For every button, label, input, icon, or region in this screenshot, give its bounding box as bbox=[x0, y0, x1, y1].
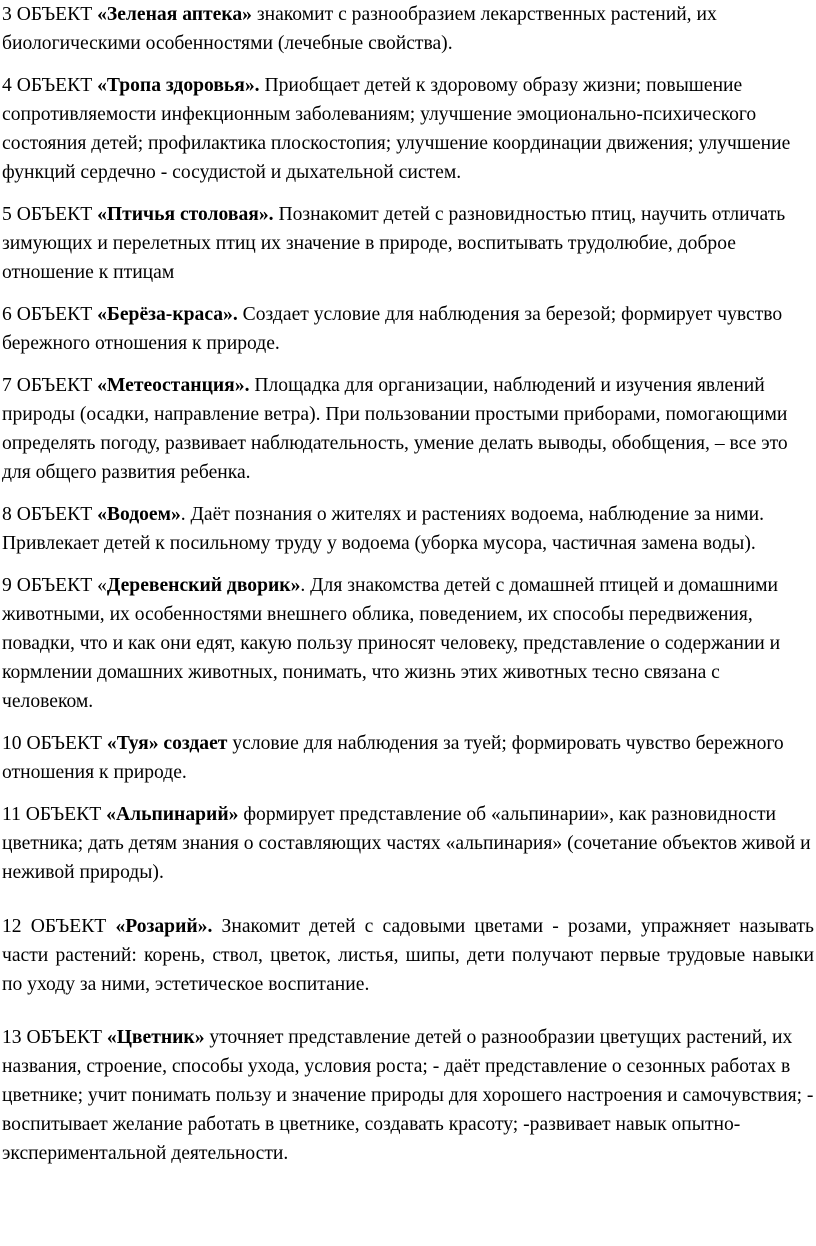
paragraph-object-10 bbox=[2, 729, 814, 787]
object-description: . Даёт познания о жителях и растениях водоема, наблюдение за ними. Привлекает детей к посильному труду у водоема (уборка мусора, частичная замена воды). bbox=[2, 504, 765, 554]
object-description: Площадка для организации, наблюдений и изучения явлений природы (осадки, направление ветра). При пользовании простыми приборами, помогающими определять погоду, развивает наблюдательность, умение делать выводы, обобщения, – все это для общего развития ребенка. bbox=[2, 375, 788, 483]
object-number: 9 ОБЪЕКТ « bbox=[2, 575, 107, 596]
object-number: 6 ОБЪЕКТ bbox=[2, 304, 98, 325]
object-description: Знакомит детей с садовыми цветами - розами, упражняет называть части растений: корень, ствол, цветок, листья, шипы, дети получают первые трудовые навыки по уходу за ними, эстетическое воспитание. bbox=[2, 916, 814, 995]
object-name: «Туя» создает bbox=[106, 733, 228, 754]
object-name: «Цветник» bbox=[106, 1027, 205, 1048]
paragraph-object-5 bbox=[2, 200, 814, 287]
object-name: «Водоем» bbox=[97, 504, 181, 525]
object-number: 3 ОБЪЕКТ bbox=[2, 4, 98, 25]
paragraph-object-11 bbox=[2, 800, 814, 887]
object-description: . Для знакомства детей с домашней птицей и домашними животными, их особенностями внешнего облика, поведением, их способы передвижения, повадки, что и как они едят, какую пользу приносят человеку, представление о содержании и кормлении домашних животных, понимать, что жизнь этих животных тесно связана с человеком. bbox=[2, 575, 781, 712]
paragraph-object-4 bbox=[2, 71, 814, 187]
object-description: Познакомит детей с разновидностью птиц, научить отличать зимующих и перелетных птиц их значение в природе, воспитывать трудолюбие, доброе отношение к птицам bbox=[2, 204, 786, 283]
object-name: «Альпинарий» bbox=[106, 804, 239, 825]
object-number: 10 ОБЪЕКТ bbox=[2, 733, 107, 754]
paragraph-object-8 bbox=[2, 500, 814, 558]
object-number: 13 ОБЪЕКТ bbox=[2, 1027, 107, 1048]
object-name: «Птичья столовая». bbox=[97, 204, 274, 225]
paragraph-object-9 bbox=[2, 571, 814, 716]
object-description: Создает условие для наблюдения за березой; формирует чувство бережного отношения к природе. bbox=[2, 304, 783, 354]
object-description: знакомит с разнообразием лекарственных растений, их биологическими особенностями (лечебные свойства). bbox=[2, 4, 717, 54]
object-description: уточняет представление детей о разнообразии цветущих растений, их названия, строение, способы ухода, условия роста; - даёт представление о сезонных работах в цветнике; учит понимать пользу и значение природы для хорошего настроения и самочувствия; - воспитывает желание работать в цветнике, создавать красоту; -развивает навык опытно-экспериментальной деятельности. bbox=[2, 1027, 814, 1164]
paragraph-object-12 bbox=[2, 912, 814, 999]
object-description: Приобщает детей к здоровому образу жизни; повышение сопротивляемости инфекционным заболеваниям; улучшение эмоционально-психического состояния детей; профилактика плоскостопия; улучшение координации движения; улучшение функций сердечно - сосудистой и дыхательной систем. bbox=[2, 75, 791, 183]
object-name: «Метеостанция». bbox=[97, 375, 250, 396]
object-name: «Розарий». bbox=[115, 916, 213, 937]
paragraph-object-13 bbox=[2, 1023, 814, 1168]
object-name: «Тропа здоровья». bbox=[97, 75, 260, 96]
object-name: «Берёза-краса». bbox=[97, 304, 238, 325]
paragraph-object-6 bbox=[2, 300, 814, 358]
object-number: 5 ОБЪЕКТ bbox=[2, 204, 98, 225]
object-description: формирует представление об «альпинарии», как разновидности цветника; дать детям знания о составляющих частях «альпинария» (сочетание объектов живой и неживой природы). bbox=[2, 804, 811, 883]
object-name: «Зеленая аптека» bbox=[97, 4, 252, 25]
object-number: 12 ОБЪЕКТ bbox=[2, 916, 116, 937]
object-name: Деревенский дворик» bbox=[106, 575, 301, 596]
object-number: 7 ОБЪЕКТ bbox=[2, 375, 98, 396]
paragraph-object-3 bbox=[2, 0, 814, 58]
paragraph-object-7 bbox=[2, 371, 814, 487]
object-number: 4 ОБЪЕКТ bbox=[2, 75, 98, 96]
object-number: 8 ОБЪЕКТ bbox=[2, 504, 98, 525]
object-number: 11 ОБЪЕКТ bbox=[2, 804, 107, 825]
object-description: условие для наблюдения за туей; формировать чувство бережного отношения к природе. bbox=[2, 733, 784, 783]
